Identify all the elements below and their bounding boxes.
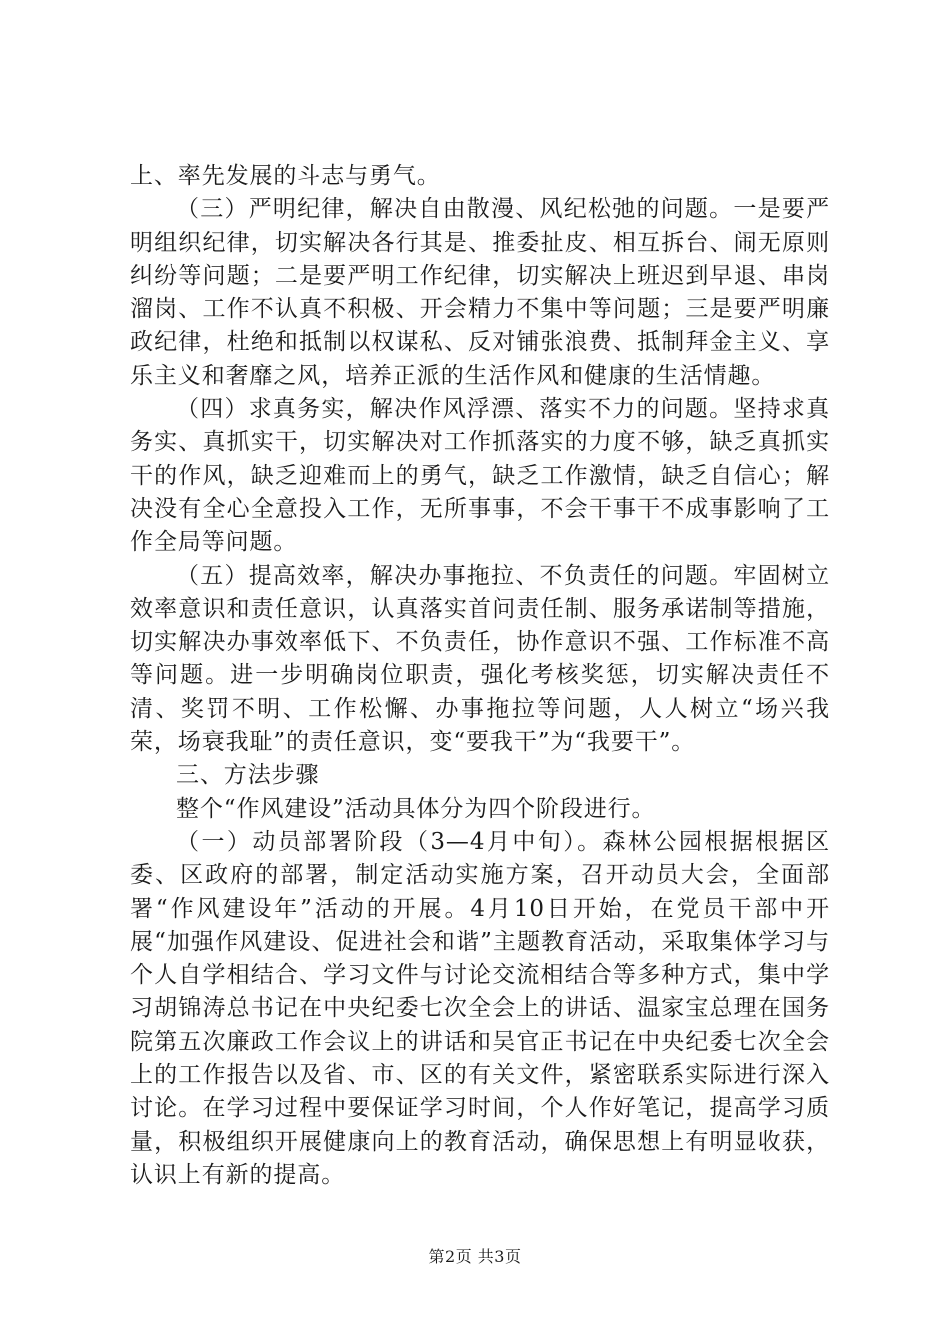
paragraph-mobilization-stage: （一）动员部署阶段（3—4月中旬）。森林公园根据根据区委、区政府的部署，制定活动实施方案，召开动员大会，全面部署“作风建设年”活动的开展。4月10日开始，在党员干部中开展“加强作风建设、促进社会和谐”主题教育活动，采取集体学习与个人自学相结合、学习文件与讨论交流相结合等多种方式，集中学习胡锦涛总书记在中央纪委七次全会上的讲话、温家宝总理在国务院第五次廉政工作会议上的讲话和吴官正书记在中央纪委七次全会上的工作报告以及省、市、区的有关文件，紧密联系实际进行深入讨论。在学习过程中要保证学习时间，个人作好笔记，提高学习质量，积极组织开展健康向上的教育活动，确保思想上有明显收获，认识上有新的提高。 (130, 828, 830, 1188)
paragraph-continuation: 上、率先发展的斗志与勇气。 (130, 163, 441, 189)
paragraph-pragmatism: （四）求真务实，解决作风浮漂、落实不力的问题。坚持求真务实、真抓实干，切实解决对工作抓落实的力度不够，缺乏真抓实干的作风，缺乏迎难而上的勇气，缺乏工作激情，缺乏自信心；解决没有全心全意投入工作，无所事事，不会干事干不成事影响了工作全局等问题。 (130, 396, 830, 556)
paragraph-stages-intro: 整个“作风建设”活动具体分为四个阶段进行。 (176, 795, 656, 822)
document-body (130, 160, 830, 1192)
paragraph-efficiency: （五）提高效率，解决办事拖拉、不负责任的问题。牢固树立效率意识和责任意识，认真落实首问责任制、服务承诺制等措施，切实解决办事效率低下、不负责任，协作意识不强、工作标准不高等问题。进一步明确岗位职责，强化考核奖惩，切实解决责任不清、奖罚不明、工作松懈、办事拖拉等问题，人人树立“场兴我荣，场衰我耻”的责任意识，变“要我干”为“我要干”。 (130, 562, 830, 756)
paragraph-discipline: （三）严明纪律，解决自由散漫、风纪松弛的问题。一是要严明组织纪律，切实解决各行其是、推委扯皮、相互拆台、闹无原则纠纷等问题；二是要严明工作纪律，切实解决上班迟到早退、串岗溜岗、工作不认真不积极、开会精力不集中等问题；三是要严明廉政纪律，杜绝和抵制以权谋私、反对铺张浪费、抵制拜金主义、享乐主义和奢靡之风，培养正派的生活作风和健康的生活情趣。 (130, 196, 830, 389)
page-number: 第2页 共3页 (428, 1247, 522, 1266)
section-heading-methods: 三、方法步骤 (176, 762, 320, 789)
